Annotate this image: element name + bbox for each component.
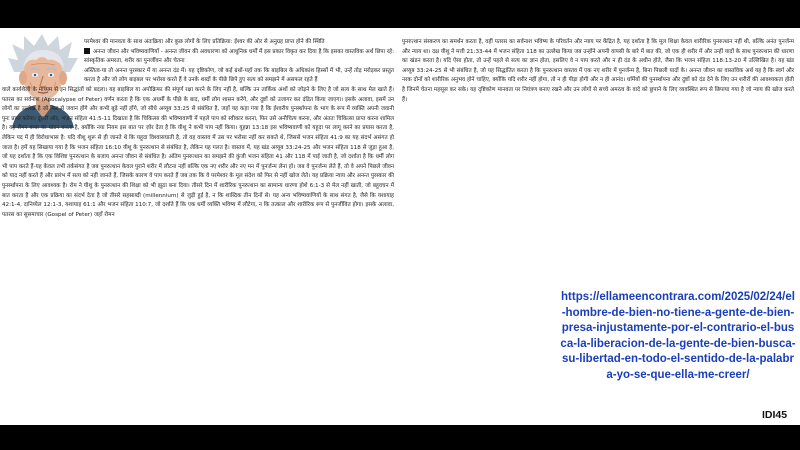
left-text-column <box>2 38 394 220</box>
right-paragraph: पुनरुत्थान संस्करण का समर्थन करता है, वहीं पतरस का सर्वनाश भविष्य के परिवर्तन और न्याय पर केंद्रित है, यह दर्शाता है कि मूल शिक्षा केवल शारीरिक पुनरुत्थान नहीं थी, बल्कि अनंत पुनर्जन्म और न्याय था। दक्ष यीशु ने मत्ती 21:33-44 में भजन संहिता 118 का उल्लेख किया जब उन्होंने अपनी वापसी के बारे में बात की, जो एक ही शरीर में और उन्हीं यादों के साथ पुनरुत्थान की धारणा का खंडन करता है। यदि ऐसा होता, तो उन्हें पहले से सत्य का ज्ञान होता, इसलिए वे न पाप करते और न ही दंड के अधीन होते, जैसा कि भजन संहिता 118:13-20 में उल्लिखित है। यह खंड अय्यूब 33:24-25 से भी संबंधित है, जो यह सिद्धांतित करता है कि पुनरुत्थान वास्तव में एक नए शरीर में पुनर्जन्म है, बिना पिछली यादों के। अनन्त जीवन का वास्तविक अर्थ यह है कि स्वर्ग और नरक दोनों को शारीरिक अनुभव होने चाहिए, क्योंकि यदि शरीर नहीं होगा, तो न ही पीड़ा होगी और न ही आनंद। धर्मियों की पुनर्स्थापना और दुष्टों को दंड देने के लिए उन शरीरों की आवश्यकता होती है जिनमें चेतना महसूस कर सके। यह दृष्टिकोण मानवता पर नियंत्रण बनाए रखने और उन लोगों से सच्चे अमरत्व के वादे को छुपाने के लिए व्यवस्थित रूप से छिपाया गया है जो न्याय की खोज करते हैं। <box>402 39 794 103</box>
bullet-square-icon <box>84 48 90 54</box>
bullet-heading-text: अनन्त जीवन और भविष्यवाणियाँ - अनन्त जीवन की अवधारणा को आधुनिक धर्मों में इस प्रकार विकृत कर दिया है कि इसका वास्तविक अर्थ छिपा रहे: सांस्कृतिक अमरता, शरीर का पुनर्जीवन और चेतना <box>84 48 394 65</box>
body-paragraph-2: वाले कार्यशैली के माध्यम से इन सिद्धांतों को बदला। यह बाइबिल या अपोक्रिफा की संपूर्ण रक्षा करने के लिए नहीं है, बल्कि उन तार्किक अंशों को जोड़ने के लिए है जो सत्य के साथ मेल खाते हैं। पतरस का सर्वनाश (Apocalypse of Peter) वर्णन करता है कि एक अधर्मी के पीछे के बाद, धर्मी लोग शासन करेंगे, और दुष्टों को उजागर कर दंडित किया जाएगा। इसके अलावा, इसमें उन लोगों का उल्लेख है जो फिर से जवान होंगे और कभी बूढ़े नहीं होंगे, जो सीधे अय्यूब 33:25 से संबंधित है, जहाँ यह कहा गया है कि ईश्वरीय पुनर्स्थापना के भाग के रूप में व्यक्ति अपनी जवानी पुनः प्राप्त करेगा। दूसरी ओर, भजन संहिता 41:5-11 दिखाता है कि चिकित्सा की भविष्यवाणी में पहले पाप को स्वीकार करना, फिर उसे अनौचित्य करना, और अंततः चिकित्सा प्राप्त करना शामिल है। यह रोमन कथा का खंडन करता है, क्योंकि नया नियम इस बात पर ज़ोर देता है कि यीशु ने कभी पाप नहीं किया। यूहन्ना 13:18 इस भविष्यवाणी को यहूदा पर लागू करने का प्रयास करता है, लेकिन पद में ही विरोधाभास है: यदि यीशु शुरू से ही जानते थे कि यहूदा विश्वासघाती है, तो वह वास्तव में उस पर भरोसा नहीं कर सकते थे, जिससे भजन संहिता 41:9 का यह संदर्भ असंगत हो जाता है। हमें यह सिखाया गया है कि भजन संहिता 16:10 यीशु के पुनरुत्थान से संबंधित है, लेकिन यह गलत है। वास्तव में, यह खंड अय्यूब 33:24-25 और भजन संहिता 118 से जुड़ा हुआ है, जो यह दर्शाता है कि एक विशिष्ट पुनरुत्थान के बजाय अनन्त जीवन से संबंधित है। अंतिम पुनरुत्थान का समझने की कुंजी भजन संहिता 41 और 118 में पाई जाती है, जो दर्शाता है कि धर्मी लोग भी पाप करते हैं-यह केवल तभी तर्कसंगत है जब पुनरुत्थान केवल पुराने शरीर में लौटना नहीं बल्कि एक नए शरीर और नए मन में पुनर्जन्म लेना हो। जब वे पुनर्जन्म लेते हैं, तो वे अपने पिछले जीवन को याद नहीं करते हैं और प्रारंभ में सत्य को नहीं जानते हैं, जिसके कारण वे पाप करते हैं जब तक कि वे परमेश्वर के मूल संदेश को फिर से नहीं खोज लेते। यह प्रक्रिया न्याय और अनन्त पुरस्कार की पुनर्स्थापना के लिए आवश्यक है। रोम ने यीशु के पुनरुत्थान की शिक्षा को भी झूठा बना दिया। तीसरे दिन में शारीरिक पुनरुत्थान का सामान्य धारणा होशे 6:1-3 से मेल नहीं खाती, जो बहुवचन में बात करता है और एक प्रक्रिया का संदर्भ देता है जो तीसरे सहस्राब्दी (millennium) से जुड़ी हुई है, न कि शाब्दिक तीन दिनों से। यह अन्य भविष्यवाणियों के साथ संगत है, जैसे कि यशायाह 42:1-4, दानिय्येल 12:1-3, यशायाह 61:1 और भजन संहिता 110:7, जो दर्शाते हैं कि एक धर्मी व्यक्ति भविष्य में लौटेगा, न कि तत्काल और शारीरिक रूप से पुनर्जीवित होगा। इसके अलावा, पतरस का सुसमाचार (Gospel of Peter) जहाँ रोमन <box>2 86 394 218</box>
bullet-heading <box>84 48 394 67</box>
intro-paragraph: परमेश्वर की मानवता के साथ अंतःक्रिया और कुछ लोगों के लिए प्रतिक्रिया: ईश्वर की ओर से अनुग्रह प्राप्त होने की स्थिति <box>84 39 325 45</box>
bottom-black-bar <box>0 425 800 450</box>
top-black-bar <box>0 0 800 28</box>
source-link[interactable]: https://ellameencontrara.com/2025/02/24/el-hombre-de-bien-no-tiene-a-gente-de-bien-presa-injustamente-por-el-contrario-el-busca-la-liberacion-de-la-gente-de-bien-busca-su-libertad-en-todo-el-sentido-de-la-palabra-yo-se-que-ella-me-creer/ <box>560 291 796 381</box>
document-page <box>0 28 800 425</box>
body-paragraph-1: अस्तित्व-या तो अनन्त पुरस्कार में या अनन्त दंड में। यह दृष्टिकोण, जो कई ग्रंथों-यहाँ तक कि बाइबिल के अधिकांश हिस्सों में भी, उन्हें तोड़ मरोड़कर प्रस्तुत करता है और जो लोग बाइबल पर भरोसा करते हैं वे उनके शब्दों के पीछे छिपे हुए सत्य को समझने में असफल रहते हैं <box>84 67 394 84</box>
right-text-column <box>402 38 794 105</box>
id-tag: IDI45 <box>762 409 788 421</box>
